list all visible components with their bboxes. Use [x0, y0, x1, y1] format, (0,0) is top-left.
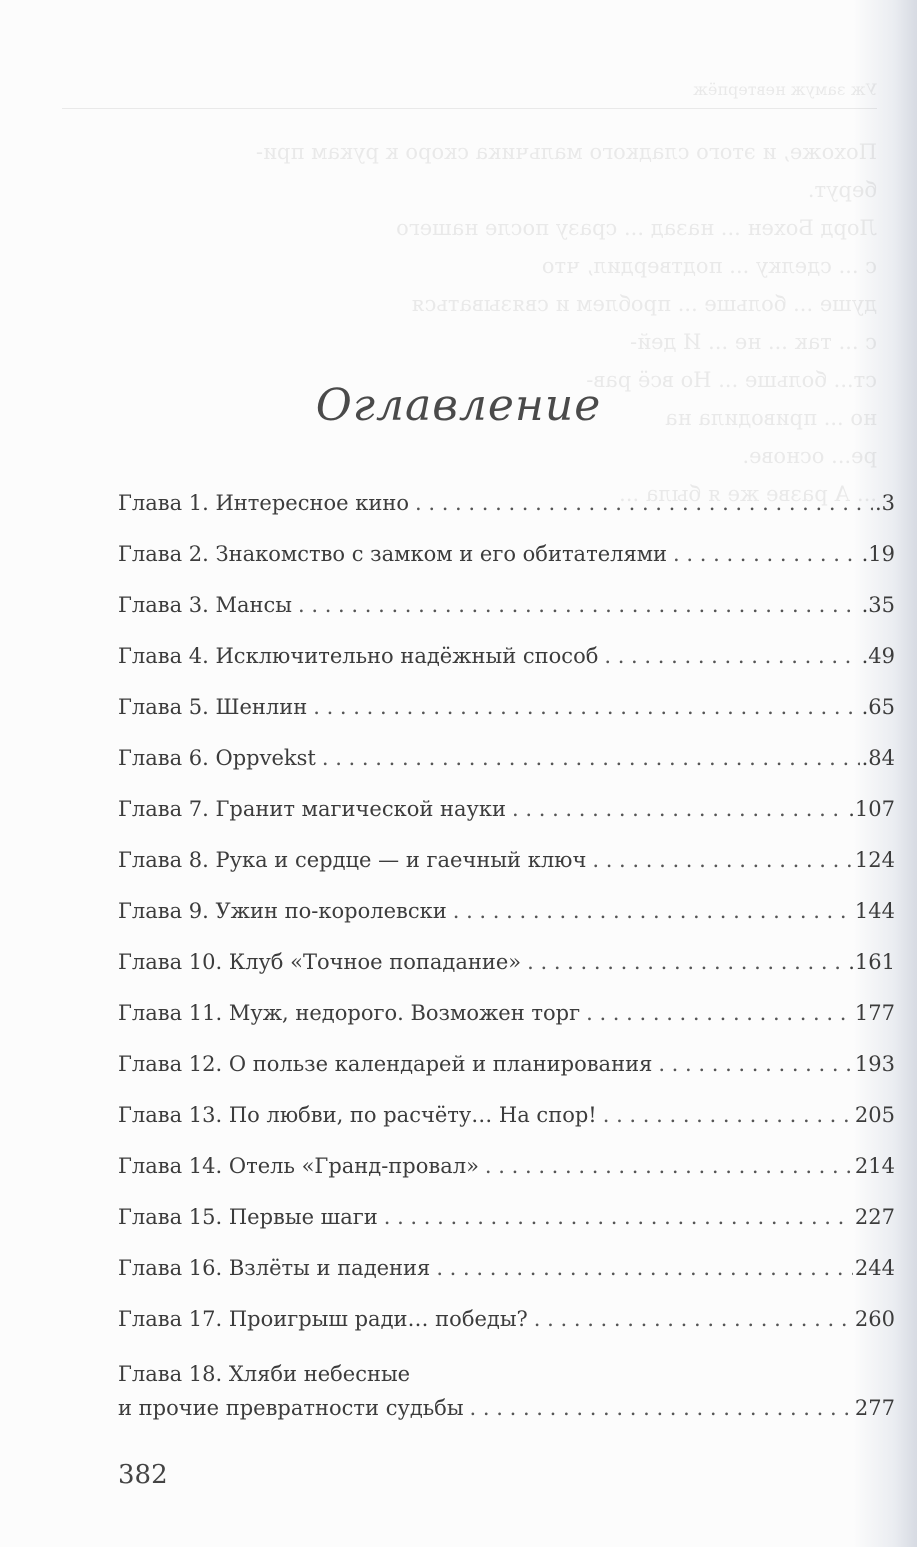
toc-entry-page: .19 — [861, 542, 895, 566]
dot-leader — [384, 1192, 853, 1243]
bleed-line: с ... так ... не ... И дей- — [629, 330, 877, 354]
bleed-line: Похоже, и этого сладкого мальчика скоро к рукам при- — [255, 140, 877, 164]
toc-entry[interactable] — [118, 1243, 895, 1294]
bleed-line: ... А разве же я была ... — [619, 482, 877, 506]
toc-entry-label: Глава 4. Исключительно надёжный способ — [118, 644, 599, 668]
toc-entry-label: Глава 17. Проигрыш ради… победы? — [118, 1307, 528, 1331]
dot-leader — [658, 1039, 853, 1090]
toc-entry[interactable] — [118, 529, 895, 580]
toc-entry-page: .3 — [874, 491, 895, 515]
toc-entry-label: Глава 8. Рука и сердце — и гаечный ключ — [118, 848, 587, 872]
toc-entry-page: 205 — [854, 1103, 895, 1127]
bleed-header-rule — [62, 108, 877, 109]
toc-entry[interactable] — [118, 784, 895, 835]
bleed-line: с ... сделку ... подтвердил, что — [541, 254, 877, 278]
toc-entry-page: 214 — [854, 1154, 895, 1178]
toc-entry-label: Глава 6. Oppvekst — [118, 746, 316, 770]
toc-entry-label: Глава 10. Клуб «Точное попадание» — [118, 950, 522, 974]
toc-entry-page: .84 — [861, 746, 895, 770]
toc-entry[interactable] — [118, 733, 895, 784]
toc-entry-label: Глава 5. Шенлин — [118, 695, 308, 719]
toc-entry-page: 177 — [854, 1001, 895, 1025]
bleed-line: но ... приводила на — [665, 406, 877, 430]
dot-leader — [436, 1243, 853, 1294]
dot-leader — [673, 529, 860, 580]
toc-entry-page: .161 — [848, 950, 895, 974]
dot-leader — [453, 886, 853, 937]
bleed-line: берут. — [807, 178, 877, 202]
toc-entry-page: .49 — [861, 644, 895, 668]
toc-entry-label: Глава 1. Интересное кино — [118, 491, 409, 515]
bleed-line: ст... больше ... Но всё рав- — [586, 368, 877, 392]
bleed-line: Лорд Бохен ... назад ... сразу после нашего — [396, 216, 877, 240]
dot-leader — [604, 631, 859, 682]
toc-entry-last[interactable] — [118, 1345, 895, 1443]
toc-entry[interactable] — [118, 835, 895, 886]
toc-entry-page: 227 — [854, 1205, 895, 1229]
dot-leader — [298, 580, 860, 631]
toc-entry[interactable] — [118, 580, 895, 631]
dot-leader — [415, 478, 873, 529]
toc-entry[interactable] — [118, 1039, 895, 1090]
toc-entry-label: Глава 11. Муж, недорого. Возможен торг — [118, 1001, 581, 1025]
bleed-running-header: Уж замуж невтерпёж — [693, 80, 877, 99]
toc-entry[interactable] — [118, 988, 895, 1039]
toc-entry-page: .35 — [861, 593, 895, 617]
toc-entry-page: .65 — [861, 695, 895, 719]
toc-entry-page: 144 — [854, 899, 895, 923]
toc-entry-label: Глава 2. Знакомство с замком и его обитателями — [118, 542, 668, 566]
toc-entry-label: Глава 15. Первые шаги — [118, 1205, 378, 1229]
toc-entry-label: Глава 12. О пользе календарей и планирования — [118, 1052, 653, 1076]
toc-entry-label: Глава 14. Отель «Гранд-провал» — [118, 1154, 479, 1178]
dot-leader — [322, 733, 860, 784]
dot-leader — [534, 1294, 853, 1345]
dot-leader — [592, 835, 853, 886]
dot-leader — [485, 1141, 853, 1192]
dot-leader — [313, 682, 859, 733]
bleed-line: ре... основе. — [742, 444, 877, 468]
toc-entry[interactable] — [118, 682, 895, 733]
toc-entry-page: 260 — [854, 1307, 895, 1331]
toc-entry-label-line1: Глава 18. Хляби небесные — [118, 1362, 411, 1386]
toc-entry[interactable] — [118, 1141, 895, 1192]
toc-entry-page: .107 — [848, 797, 895, 821]
toc-entry[interactable] — [118, 937, 895, 988]
toc-entry-label: Глава 7. Гранит магической науки — [118, 797, 507, 821]
dot-leader — [586, 988, 853, 1039]
toc-entry-page: 193 — [854, 1052, 895, 1076]
toc-entry[interactable] — [118, 1294, 895, 1345]
toc-entry-page: 124 — [854, 848, 895, 872]
dot-leader — [527, 937, 846, 988]
toc-entry-page: 244 — [854, 1256, 895, 1280]
toc-entry-label: Глава 13. По любви, по расчёту… На спор! — [118, 1103, 597, 1127]
toc-entry-label: Глава 16. Взлёты и падения — [118, 1256, 431, 1280]
toc-title: Оглавление — [315, 380, 602, 431]
toc-entry-label: Глава 3. Мансы — [118, 593, 292, 617]
dot-leader — [603, 1090, 853, 1141]
toc-entry[interactable] — [118, 1192, 895, 1243]
toc-entry[interactable] — [118, 886, 895, 937]
toc-entry[interactable] — [118, 1090, 895, 1141]
toc-entry-label: Глава 9. Ужин по-королевски — [118, 899, 447, 923]
page-number: 382 — [118, 1460, 168, 1490]
toc-entry-label-line2: и прочие превратности судьбы — [118, 1396, 464, 1420]
toc-entry[interactable] — [118, 478, 895, 529]
table-of-contents — [118, 478, 895, 1443]
toc-entry[interactable] — [118, 631, 895, 682]
toc-entry-page: 277 — [854, 1396, 895, 1420]
dot-leader — [512, 784, 846, 835]
bleed-line: душе ... больше ... проблем и связываться — [411, 292, 877, 316]
dot-leader — [470, 1391, 853, 1425]
